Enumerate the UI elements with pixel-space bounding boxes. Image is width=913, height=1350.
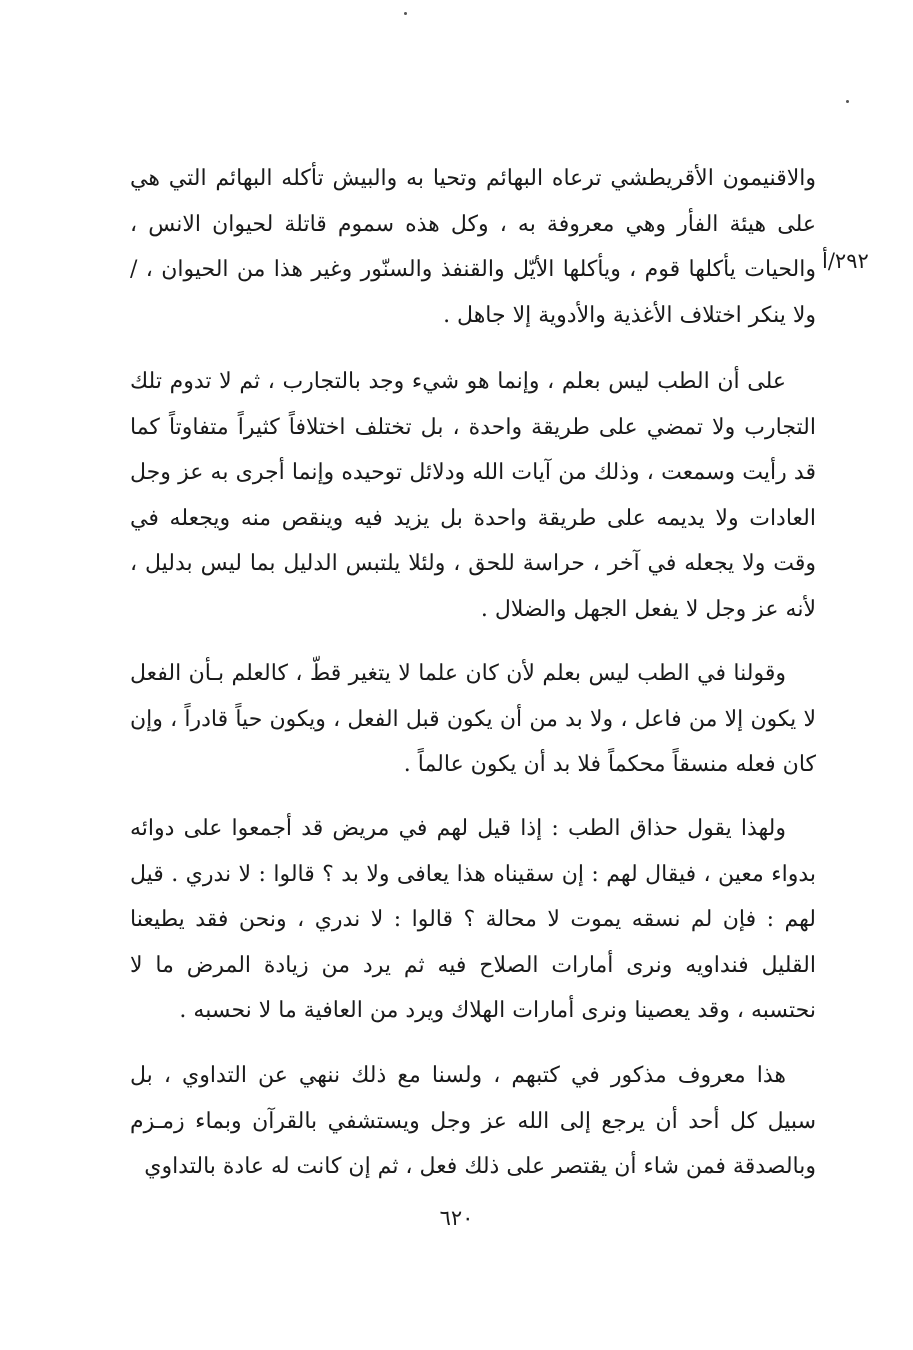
- paragraph-4: [130, 806, 816, 1034]
- speck-mark: [846, 100, 849, 103]
- folio-margin-note: ٢٩٢/أ: [822, 249, 869, 273]
- paragraph-text: هذا معروف مذكور في كتبهم ، ولسنا مع ذلك ننهي عن التداوي ، بل سبيل كل أحد أن يرجع إلى الله عز وجل ويستشفي بالقرآن وبماء زمـزم وبالصدقة فمن شاء أن يقتصر على ذلك فعل ، ثم إن كانت له عادة بالتداوي: [130, 1063, 816, 1179]
- paragraph-3: [130, 651, 816, 788]
- paragraph-text: والاقنيمون الأقريطشي ترعاه البهائم وتحيا به والبيش تأكله البهائم التي هي على هيئة الفأر وهي معروفة به ، وكل هذه سموم قاتلة لحيوان الانس ، والحيات يأكلها قوم ، ويأكلها الأيّل والقنفذ والسنّور وغير هذا من الحيوان ، / ولا ينكر اختلاف الأغذية والأدوية إلا جاهل .: [130, 166, 816, 328]
- paragraph-2: [130, 359, 816, 632]
- paragraph-text: وقولنا في الطب ليس بعلم لأن كان علما لا يتغير قطّ ، كالعلم بـأن الفعل لا يكون إلا من فاعل ، ولا بد من أن يكون قبل الفعل ، ويكون حياً قادراً ، وإن كان فعله منسقاً محكماً فلا بد أن يكون عالماً .: [130, 661, 816, 777]
- paragraph-text: ولهذا يقول حذاق الطب : إذا قيل لهم في مريض قد أجمعوا على دوائه بدواء معين ، فيقال لهم : إن سقيناه هذا يعافى ولا بد ؟ قالوا : لا ندري . قيل لهم : فإن لم نسقه يموت لا محالة ؟ قالوا : لا ندري ، ونحن فقد يطيعنا القليل فنداويه ونرى أمارات الصلاح فيه ثم يرد من زيادة المرض ما لا نحتسبه ، وقد يعصينا ونرى أمارات الهلاك ويرد من العافية ما لا نحسبه .: [130, 816, 816, 1023]
- speck-mark: [404, 12, 407, 15]
- paragraph-5: [130, 1053, 816, 1190]
- page-number: ٦٢٠: [439, 1206, 474, 1230]
- paragraph-1: [130, 156, 816, 338]
- paragraph-text: على أن الطب ليس بعلم ، وإنما هو شيء وجد بالتجارب ، ثم لا تدوم تلك التجارب ولا تمضي على طريقة واحدة ، بل تختلف اختلافاً كثيراً متفاوتاً كما قد رأيت وسمعت ، وذلك من آيات الله ودلائل توحيده وإنما أجرى به عز وجل العادات ولا يديمه على طريقة واحدة بل يزيد فيه وينقص منه ويجعله في وقت ولا يجعله في آخر ، حراسة للحق ، ولئلا يلتبس الدليل بما ليس بدليل ، لأنه عز وجل لا يفعل الجهل والضلال .: [130, 369, 816, 622]
